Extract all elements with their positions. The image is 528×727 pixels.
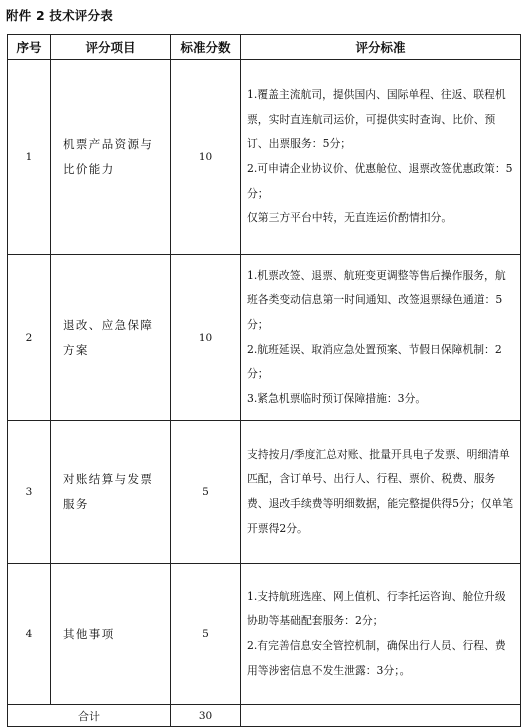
criteria-line: 1.支持航班选座、网上值机、行李托运咨询、舱位升级协助等基础配套服务：2分； [247, 589, 506, 628]
row-number: 1 [8, 60, 51, 255]
header-no: 序号 [8, 35, 51, 60]
total-label: 合计 [8, 705, 171, 727]
row-criteria [241, 421, 521, 564]
row-item: 对账结算与发票服务 [51, 421, 171, 564]
total-score: 30 [171, 705, 241, 727]
criteria-line: 1.机票改签、退票、航班变更调整等售后操作服务，航班各类变动信息第一时间通知、改签退票绿色通道：5分； [247, 268, 506, 331]
scoring-table [7, 34, 521, 727]
row-score: 10 [171, 60, 241, 255]
criteria-line: 1.覆盖主流航司，提供国内、国际单程、往返、联程机票，实时直连航司运价，可提供实时查询、比价、预订、出票服务：5分； [247, 88, 506, 151]
criteria-line: 2.航班延误、取消应急处置预案、节假日保障机制：2分； [247, 342, 502, 381]
row-score: 10 [171, 255, 241, 421]
document-title: 附件 2 技术评分表 [6, 8, 113, 23]
table-row [8, 564, 521, 705]
table-row [8, 60, 521, 255]
row-item: 机票产品资源与比价能力 [51, 60, 171, 255]
header-item: 评分项目 [51, 35, 171, 60]
criteria-line: 2.可申请企业协议价、优惠舱位、退票改签优惠政策：5分； [247, 162, 513, 200]
row-criteria [241, 255, 521, 421]
row-number: 2 [8, 255, 51, 421]
table-header-row [8, 35, 521, 60]
criteria-line: 3.紧急机票临时预订保障措施：3分。 [247, 391, 427, 405]
row-score: 5 [171, 421, 241, 564]
row-score: 5 [171, 564, 241, 705]
table-row [8, 255, 521, 421]
row-number: 3 [8, 421, 51, 564]
header-score: 标准分数 [171, 35, 241, 60]
criteria-line: 2.有完善信息安全管控机制，确保出行人员、行程、费用等涉密信息不发生泄露：3分；。 [247, 639, 506, 677]
row-item: 其他事项 [51, 564, 171, 705]
row-number: 4 [8, 564, 51, 705]
row-criteria [241, 60, 521, 255]
total-criteria [241, 705, 521, 727]
header-criteria: 评分标准 [241, 35, 521, 60]
table-row [8, 421, 521, 564]
row-criteria [241, 564, 521, 705]
criteria-line: 仅第三方平台中转，无直连运价酌情扣分。 [247, 211, 453, 225]
total-row [8, 705, 521, 727]
criteria-line: 支持按月/季度汇总对账、批量开具电子发票、明细清单匹配，含订单号、出行人、行程、票价、税费、服务费、退改手续费等明细数据，能完整提供得5分；仅单笔开票得2分。 [247, 447, 513, 535]
row-item: 退改、应急保障方案 [51, 255, 171, 421]
